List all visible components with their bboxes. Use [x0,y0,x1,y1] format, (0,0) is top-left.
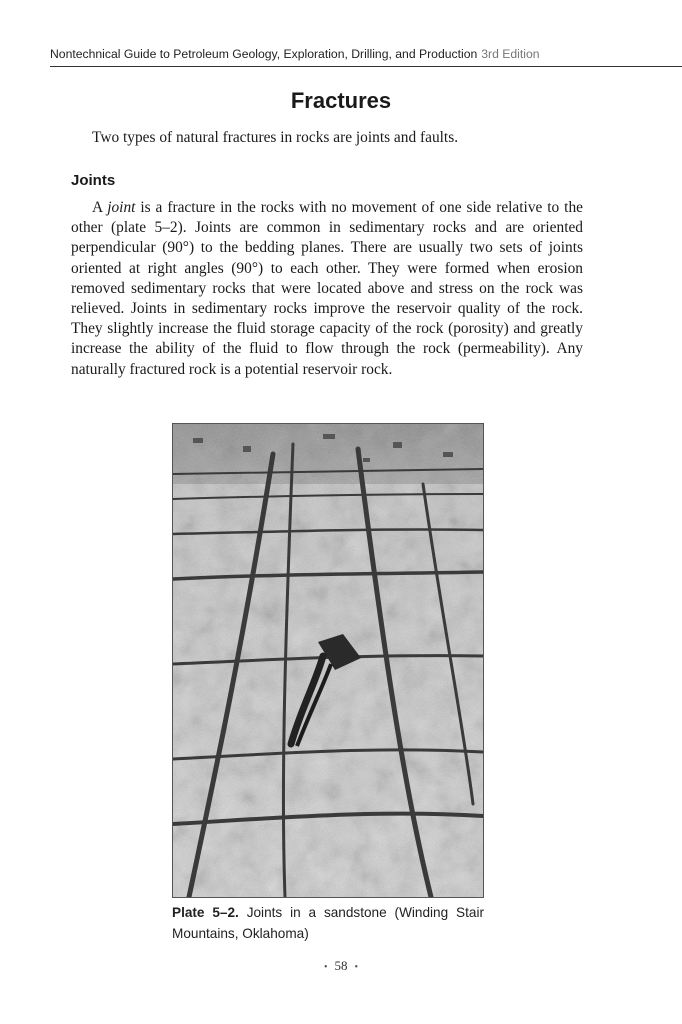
edition-label: 3rd Edition [481,47,540,61]
plate-photo [172,423,484,898]
bullet-left: • [323,962,328,973]
para-rest: is a fracture in the rocks with no movement of one side relative to the other (plate 5–2). Joints are common in sedimentary rocks and are oriented perpendicular (90°) to the bedding planes. There are usually two sets of joints oriented at right angles (90°) to each other. They were formed when erosion removed sedimentary rocks that were located above and stress on the rock was relieved. Joints in sedimentary rocks improve the reservoir quality of the rock. They slightly increase the fluid storage capacity of the rock (porosity) and greatly increase the ability of the fluid to flow through the rock (permeability). Any naturally fractured rock is a potential reservoir rock. [71,199,583,378]
joint-term: joint [107,199,136,216]
sandstone-joints-photo [173,424,483,897]
page-title: Fractures [290,88,392,113]
bullet-right: • [354,962,359,973]
intro-paragraph: Two types of natural fractures in rocks are joints and faults. [92,129,459,146]
page-number: 58 [334,958,348,973]
running-header [50,47,682,67]
section-heading: Joints [71,172,116,189]
header-rule [50,66,682,67]
joints-paragraph [71,198,583,380]
book-title: Nontechnical Guide to Petroleum Geology, Exploration, Drilling, and Production [50,47,478,61]
figure-caption [172,903,484,944]
page-footer [0,958,682,974]
caption-text: Joints in a sandstone (Winding Stair Mountains, Oklahoma) [172,905,484,941]
para-start: A [92,199,108,216]
plate-label: Plate 5–2. [172,905,239,920]
